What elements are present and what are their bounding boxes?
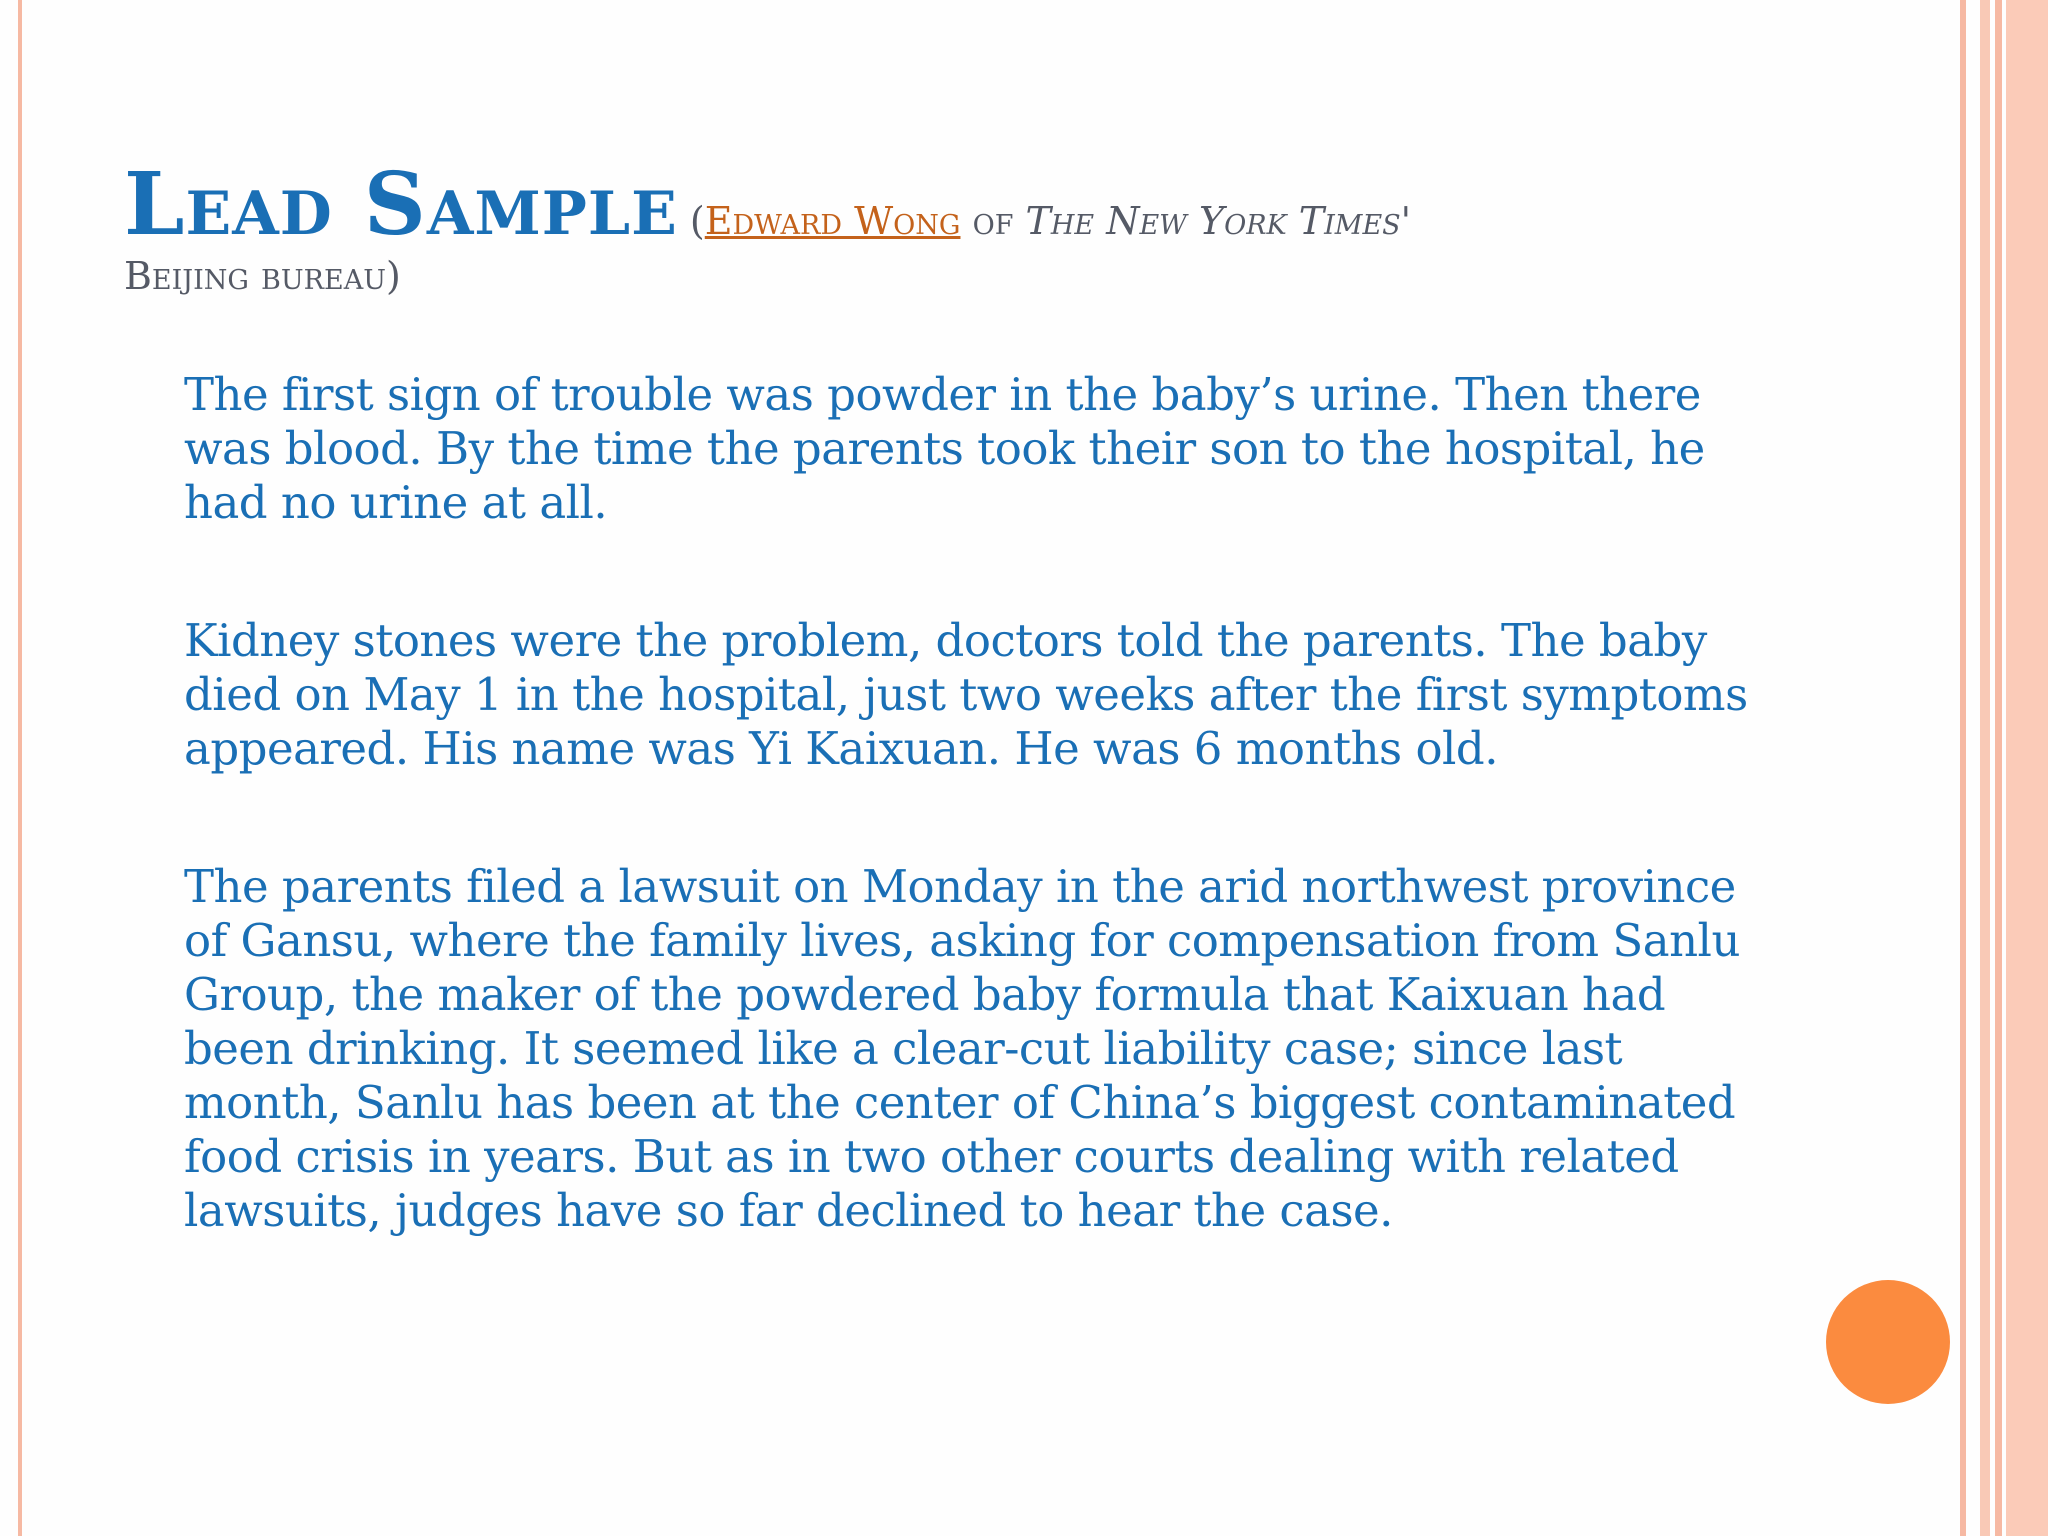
orange-circle-decoration bbox=[1826, 1280, 1950, 1404]
right-border-stripe bbox=[1980, 0, 1990, 1536]
slide-title bbox=[124, 154, 1944, 298]
publication-name: The New York Times' bbox=[1025, 199, 1412, 243]
title-of: of bbox=[960, 199, 1026, 243]
title-paren: ( bbox=[677, 199, 705, 243]
author-link[interactable]: Edward Wong bbox=[704, 199, 961, 243]
right-border-band bbox=[2006, 0, 2048, 1536]
right-border-stripe bbox=[1995, 0, 2002, 1536]
left-border-stripe bbox=[18, 0, 22, 1536]
title-line2: Beijing bureau) bbox=[124, 254, 401, 298]
paragraph-3: The parents filed a lawsuit on Monday in the arid northwest province of Gansu, where the family lives, asking for compensation from Sanlu Group, the maker of the powdered baby formula that Kaixuan had been drinking. It seemed like a clear-cut liability case; since last month, Sanlu has been at the center of China’s biggest contaminated food crisis in years. But as in two other courts dealing with related lawsuits, judges have so far declined to hear the case. bbox=[184, 860, 1740, 1237]
paragraph-2: Kidney stones were the problem, doctors told the parents. The baby died on May 1 in the hospital, just two weeks after the first symptoms appeared. His name was Yi Kaixuan. He was 6 months old. bbox=[184, 614, 1748, 775]
title-main: Lead Sample bbox=[124, 154, 678, 255]
lead-body bbox=[184, 368, 1764, 1322]
paragraph-1: The first sign of trouble was powder in the baby’s urine. Then there was blood. By the time the parents took their son to the hospital, he had no urine at all. bbox=[184, 368, 1705, 529]
right-border-stripe bbox=[1960, 0, 1966, 1536]
